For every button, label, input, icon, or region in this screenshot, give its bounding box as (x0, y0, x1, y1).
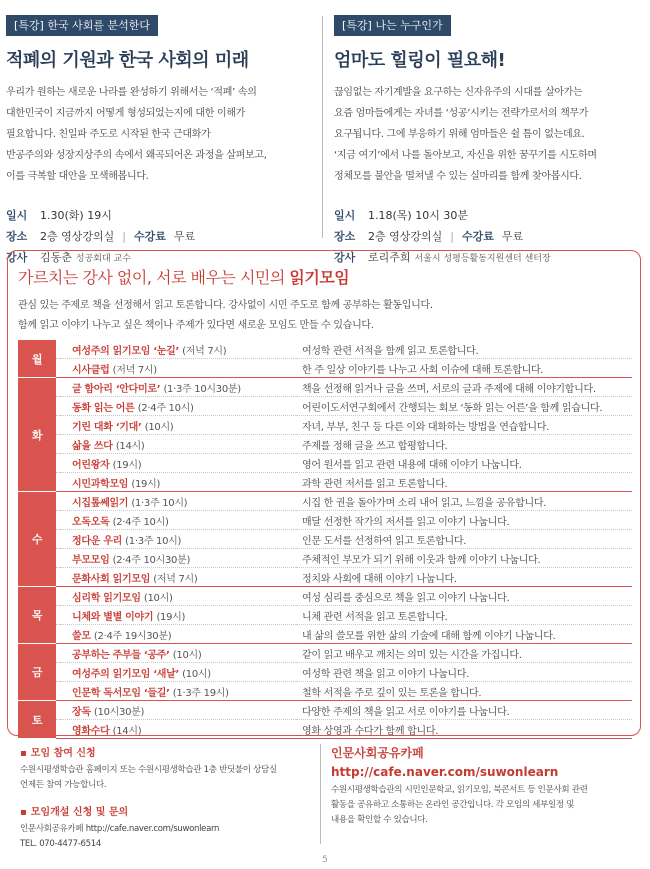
group-name: 어린왕자 (72, 459, 110, 471)
reading-title-prefix: 가르치는 강사 없이, 서로 배우는 시민의 (18, 268, 285, 287)
group-time: (2·4주 10시) (137, 402, 194, 414)
day-cell: 목 (18, 587, 56, 644)
group-description: 니체 관련 서적을 읽고 토론합니다. (296, 606, 632, 625)
group-name: 심리학 읽기모임 (72, 592, 141, 604)
group-description: 시집 한 권을 돌아가며 소리 내어 읽고, 느낌을 공유합니다. (296, 492, 632, 511)
table-row (18, 359, 632, 378)
group-name: 시민과학모임 (72, 478, 129, 490)
table-row (18, 644, 632, 663)
group-description: 영화 상영과 수다가 함께 합니다. (296, 720, 632, 739)
group-time: (1·3주 10시) (131, 497, 188, 509)
day-cell: 금 (18, 644, 56, 701)
group-name-cell (60, 625, 296, 644)
group-time: (14시) (112, 725, 142, 737)
description-line: 요구됩니다. 그에 부응하기 위해 엄마들은 쉴 틈이 없는데요. (334, 129, 585, 140)
group-description: 책을 선정해 읽거나 글을 쓰며, 서로의 글과 주제에 대해 이야기합니다. (296, 378, 632, 397)
group-description: 철학 서적을 주로 깊이 있는 토론을 합니다. (296, 682, 632, 701)
table-row (18, 378, 632, 397)
meta-separator: | (122, 230, 126, 243)
group-time: (2·4주 10시30분) (112, 554, 191, 566)
info-line: 언제든 참여 가능합니다. (20, 780, 107, 790)
group-name-cell (60, 492, 296, 511)
table-row (18, 720, 632, 739)
reading-group-box (7, 250, 641, 736)
open-title: ▪ 모임개설 신청 및 문의 (20, 803, 277, 818)
group-description: 여성학 관련 서적을 함께 읽고 토론합니다. (296, 340, 632, 359)
meta-value: 2층 영상강의실 (368, 230, 443, 243)
group-time: (19시) (156, 611, 186, 623)
table-row (18, 530, 632, 549)
group-name-cell (60, 587, 296, 606)
meta-value: 1.30(화) 19시 (40, 209, 112, 222)
group-description: 여성 심리를 중심으로 책을 읽고 이야기 나눕니다. (296, 587, 632, 606)
group-name: 여성주의 읽기모임 ‘새날’ (72, 668, 179, 680)
day-cell: 화 (18, 378, 56, 492)
reading-schedule-table (18, 340, 632, 739)
meta-value: 김동춘 (40, 251, 72, 264)
meta-value: 무료 (501, 230, 524, 243)
group-name: 시사클럽 (72, 364, 110, 376)
group-time: (10시30분) (93, 706, 145, 718)
info-line: 활동을 공유하고 소통하는 온라인 공간입니다. 각 모임의 세부일정 및 (331, 800, 575, 810)
info-line: TEL. 070-4477-6514 (20, 839, 101, 849)
description-line: 필요합니다. 친일파 주도로 시작된 한국 근대화가 (6, 129, 211, 140)
meta-label: 강사 (6, 251, 28, 264)
group-time: (저녁 7시) (182, 345, 227, 357)
table-row (18, 340, 632, 359)
info-divider (320, 744, 321, 844)
cafe-url-link[interactable]: http://cafe.naver.com/suwonlearn (331, 765, 559, 779)
meta-label: 장소 (334, 230, 356, 243)
group-description: 주체적인 부모가 되기 위해 이웃과 함께 이야기 나눕니다. (296, 549, 632, 568)
meta-label: 장소 (6, 230, 28, 243)
column-divider (322, 16, 323, 238)
group-name: 부모모임 (72, 554, 110, 566)
group-time: (저녁 7시) (112, 364, 157, 376)
table-row (18, 435, 632, 454)
info-cafe (331, 744, 588, 828)
description-line: 끊임없는 자기계발을 요구하는 신자유주의 시대를 살아가는 (334, 87, 583, 98)
group-name: 글 함아리 ‘안다미로’ (72, 383, 161, 395)
info-line: 내용을 확인할 수 있습니다. (331, 815, 428, 825)
table-row (18, 416, 632, 435)
meta-date (6, 205, 306, 226)
group-name: 정다운 우리 (72, 535, 122, 547)
description-line: 대한민국이 지금까지 어떻게 형성되었는지에 대한 이해가 (6, 108, 246, 119)
group-name: 오독오독 (72, 516, 110, 528)
group-name: 시집톺쎄읽기 (72, 497, 129, 509)
lecturer-title: 성공회대 교수 (75, 254, 131, 264)
reading-title-emphasis: 읽기모임 (289, 268, 350, 287)
meta-label: 수강료 (133, 230, 166, 243)
cafe-title: 인문사회공유카페 (331, 746, 424, 760)
description-line: 이를 극복할 대안을 모색해봅니다. (6, 171, 149, 182)
group-time: (2·4주 10시) (112, 516, 169, 528)
group-name-cell (60, 606, 296, 625)
group-description: 어린이도서연구회에서 간행되는 회보 ‘동화 읽는 어른’을 함께 읽습니다. (296, 397, 632, 416)
group-time: (1·3주 19시) (172, 687, 229, 699)
table-row (18, 549, 632, 568)
group-name-cell (60, 682, 296, 701)
group-description: 한 주 일상 이야기를 나누고 사회 이슈에 대해 토론합니다. (296, 359, 632, 378)
group-time: (14시) (115, 440, 145, 452)
group-name-cell (60, 530, 296, 549)
description-line: ‘지금 여기’에서 나를 돌아보고, 자신을 위한 꿈꾸기를 시도하며 (334, 150, 597, 161)
table-row (18, 492, 632, 511)
info-line: 수원시평생학습관 홈페이지 또는 수원시평생학습관 1층 반딧불이 상담실 (20, 765, 277, 775)
group-name: 니체와 별별 이야기 (72, 611, 154, 623)
table-row (18, 568, 632, 587)
day-cell: 수 (18, 492, 56, 587)
meta-value: 로리주희 (368, 251, 411, 264)
group-description: 매달 선정한 작가의 저서를 읽고 이야기 나눕니다. (296, 511, 632, 530)
table-row (18, 511, 632, 530)
meta-date (334, 205, 634, 226)
group-name-cell (60, 511, 296, 530)
group-name-cell (60, 473, 296, 492)
lecture-tag: [특강] 한국 사회를 분석한다 (6, 15, 158, 36)
group-description: 영어 원서를 읽고 관련 내용에 대해 이야기 나눕니다. (296, 454, 632, 473)
group-name: 영화수다 (72, 725, 110, 737)
table-row (18, 606, 632, 625)
lecture-card-2 (334, 14, 634, 268)
description-line: 요즘 엄마들에게는 자녀를 ‘성공’시키는 전략가로서의 책무가 (334, 108, 589, 119)
table-row (18, 397, 632, 416)
description-line: 우리가 원하는 새로운 나라를 완성하기 위해서는 ‘적폐’ 속의 (6, 87, 257, 98)
description-line: 정체모를 불안을 떨쳐낼 수 있는 실마리를 함께 찾아봅시다. (334, 171, 582, 182)
page-number: 5 (322, 855, 328, 865)
schedule-body (18, 340, 632, 739)
lecture-title: 엄마도 힐링이 필요해! (334, 50, 506, 71)
group-name-cell (60, 701, 296, 720)
table-row (18, 701, 632, 720)
join-title: ▪ 모임 참여 신청 (20, 744, 277, 759)
group-time: (2·4주 19시30분) (93, 630, 172, 642)
table-row (18, 454, 632, 473)
meta-value: 2층 영상강의실 (40, 230, 115, 243)
group-time: (19시) (131, 478, 161, 490)
day-cell: 월 (18, 340, 56, 378)
group-name: 기린 대화 ‘기대’ (72, 421, 142, 433)
group-name-cell (60, 397, 296, 416)
cafe-text (331, 783, 588, 828)
group-name-cell (60, 340, 296, 359)
group-name-cell (60, 663, 296, 682)
meta-value: 무료 (173, 230, 196, 243)
group-time: (1·3주 10시30분) (163, 383, 241, 395)
group-name: 장독 (72, 706, 91, 718)
meta-label: 일시 (6, 209, 28, 222)
group-name: 삶을 쓰다 (72, 440, 113, 452)
group-name: 동화 읽는 어른 (72, 402, 135, 414)
lecture-description (334, 82, 634, 187)
table-row (18, 473, 632, 492)
meta-place (6, 226, 306, 247)
meta-value: 1.18(목) 10시 30분 (368, 209, 468, 222)
meta-place (334, 226, 634, 247)
lecture-description (6, 82, 306, 187)
reading-description (18, 296, 433, 336)
table-row (18, 682, 632, 701)
group-description: 과학 관련 저서를 읽고 토론합니다. (296, 473, 632, 492)
group-name: 문화사회 읽기모임 (72, 573, 151, 585)
group-name-cell (60, 454, 296, 473)
table-row (18, 625, 632, 644)
lecture-title: 적폐의 기원과 한국 사회의 미래 (6, 50, 249, 71)
group-description: 내 삶의 쓸모를 위한 삶의 기술에 대해 함께 이야기 나눕니다. (296, 625, 632, 644)
description-line: 반공주의와 성장지상주의 속에서 왜곡되어온 과정을 살펴보고, (6, 150, 267, 161)
group-description: 같이 읽고 배우고 깨치는 의미 있는 시간을 가집니다. (296, 644, 632, 663)
group-name: 공부하는 주부들 ‘공주’ (72, 649, 170, 661)
reading-title (18, 265, 349, 288)
day-cell: 토 (18, 701, 56, 739)
table-row (18, 663, 632, 682)
group-time: (19시) (112, 459, 142, 471)
group-time: (1·3주 10시) (125, 535, 182, 547)
meta-separator: | (450, 230, 454, 243)
group-name: 인문학 독서모임 ‘들길’ (72, 687, 170, 699)
group-description: 주제를 정해 글을 쓰고 합평합니다. (296, 435, 632, 454)
info-apply (20, 744, 277, 852)
group-description: 인문 도서를 선정하여 읽고 토론합니다. (296, 530, 632, 549)
group-name-cell (60, 720, 296, 739)
lecture-card-1 (6, 14, 306, 268)
description-line: 관심 있는 주제로 책을 선정해서 읽고 토론합니다. 강사없이 시민 주도로 함께 공부하는 활동입니다. (18, 300, 433, 311)
meta-label: 강사 (334, 251, 356, 264)
group-name: 여성주의 읽기모임 ‘눈길’ (72, 345, 179, 357)
group-time: (10시) (144, 421, 174, 433)
group-name: 쓸모 (72, 630, 91, 642)
table-row (18, 587, 632, 606)
join-text (20, 763, 277, 793)
group-name-cell (60, 568, 296, 587)
group-time: (10시) (143, 592, 173, 604)
group-name-cell (60, 359, 296, 378)
group-description: 정치와 사회에 대해 이야기 나눕니다. (296, 568, 632, 587)
info-line: 인문사회공유카페 http://cafe.naver.com/suwonlearn (20, 824, 220, 834)
group-name-cell (60, 378, 296, 397)
group-name-cell (60, 435, 296, 454)
description-line: 함께 읽고 이야기 나누고 싶은 책이나 주제가 있다면 새로운 모임도 만들 수 있습니다. (18, 320, 374, 331)
group-name-cell (60, 549, 296, 568)
group-time: (저녁 7시) (153, 573, 198, 585)
group-time: (10시) (182, 668, 211, 680)
group-time: (10시) (172, 649, 202, 661)
lecturer-title: 서울시 성평등활동지원센터 센터장 (414, 254, 551, 264)
group-description: 자녀, 부부, 친구 등 다른 이와 대화하는 방법을 연습합니다. (296, 416, 632, 435)
open-text (20, 822, 277, 852)
meta-label: 수강료 (461, 230, 494, 243)
info-line: 수원시평생학습관의 시민인문학교, 읽기모임, 북콘서트 등 인문사회 관련 (331, 785, 588, 795)
group-name-cell (60, 416, 296, 435)
meta-label: 일시 (334, 209, 356, 222)
group-name-cell (60, 644, 296, 663)
lecture-tag: [특강] 나는 누구인가 (334, 15, 451, 36)
group-description: 다양한 주제의 책을 읽고 서로 이야기를 나눕니다. (296, 701, 632, 720)
group-description: 여성학 관련 책을 읽고 이야기 나눕니다. (296, 663, 632, 682)
